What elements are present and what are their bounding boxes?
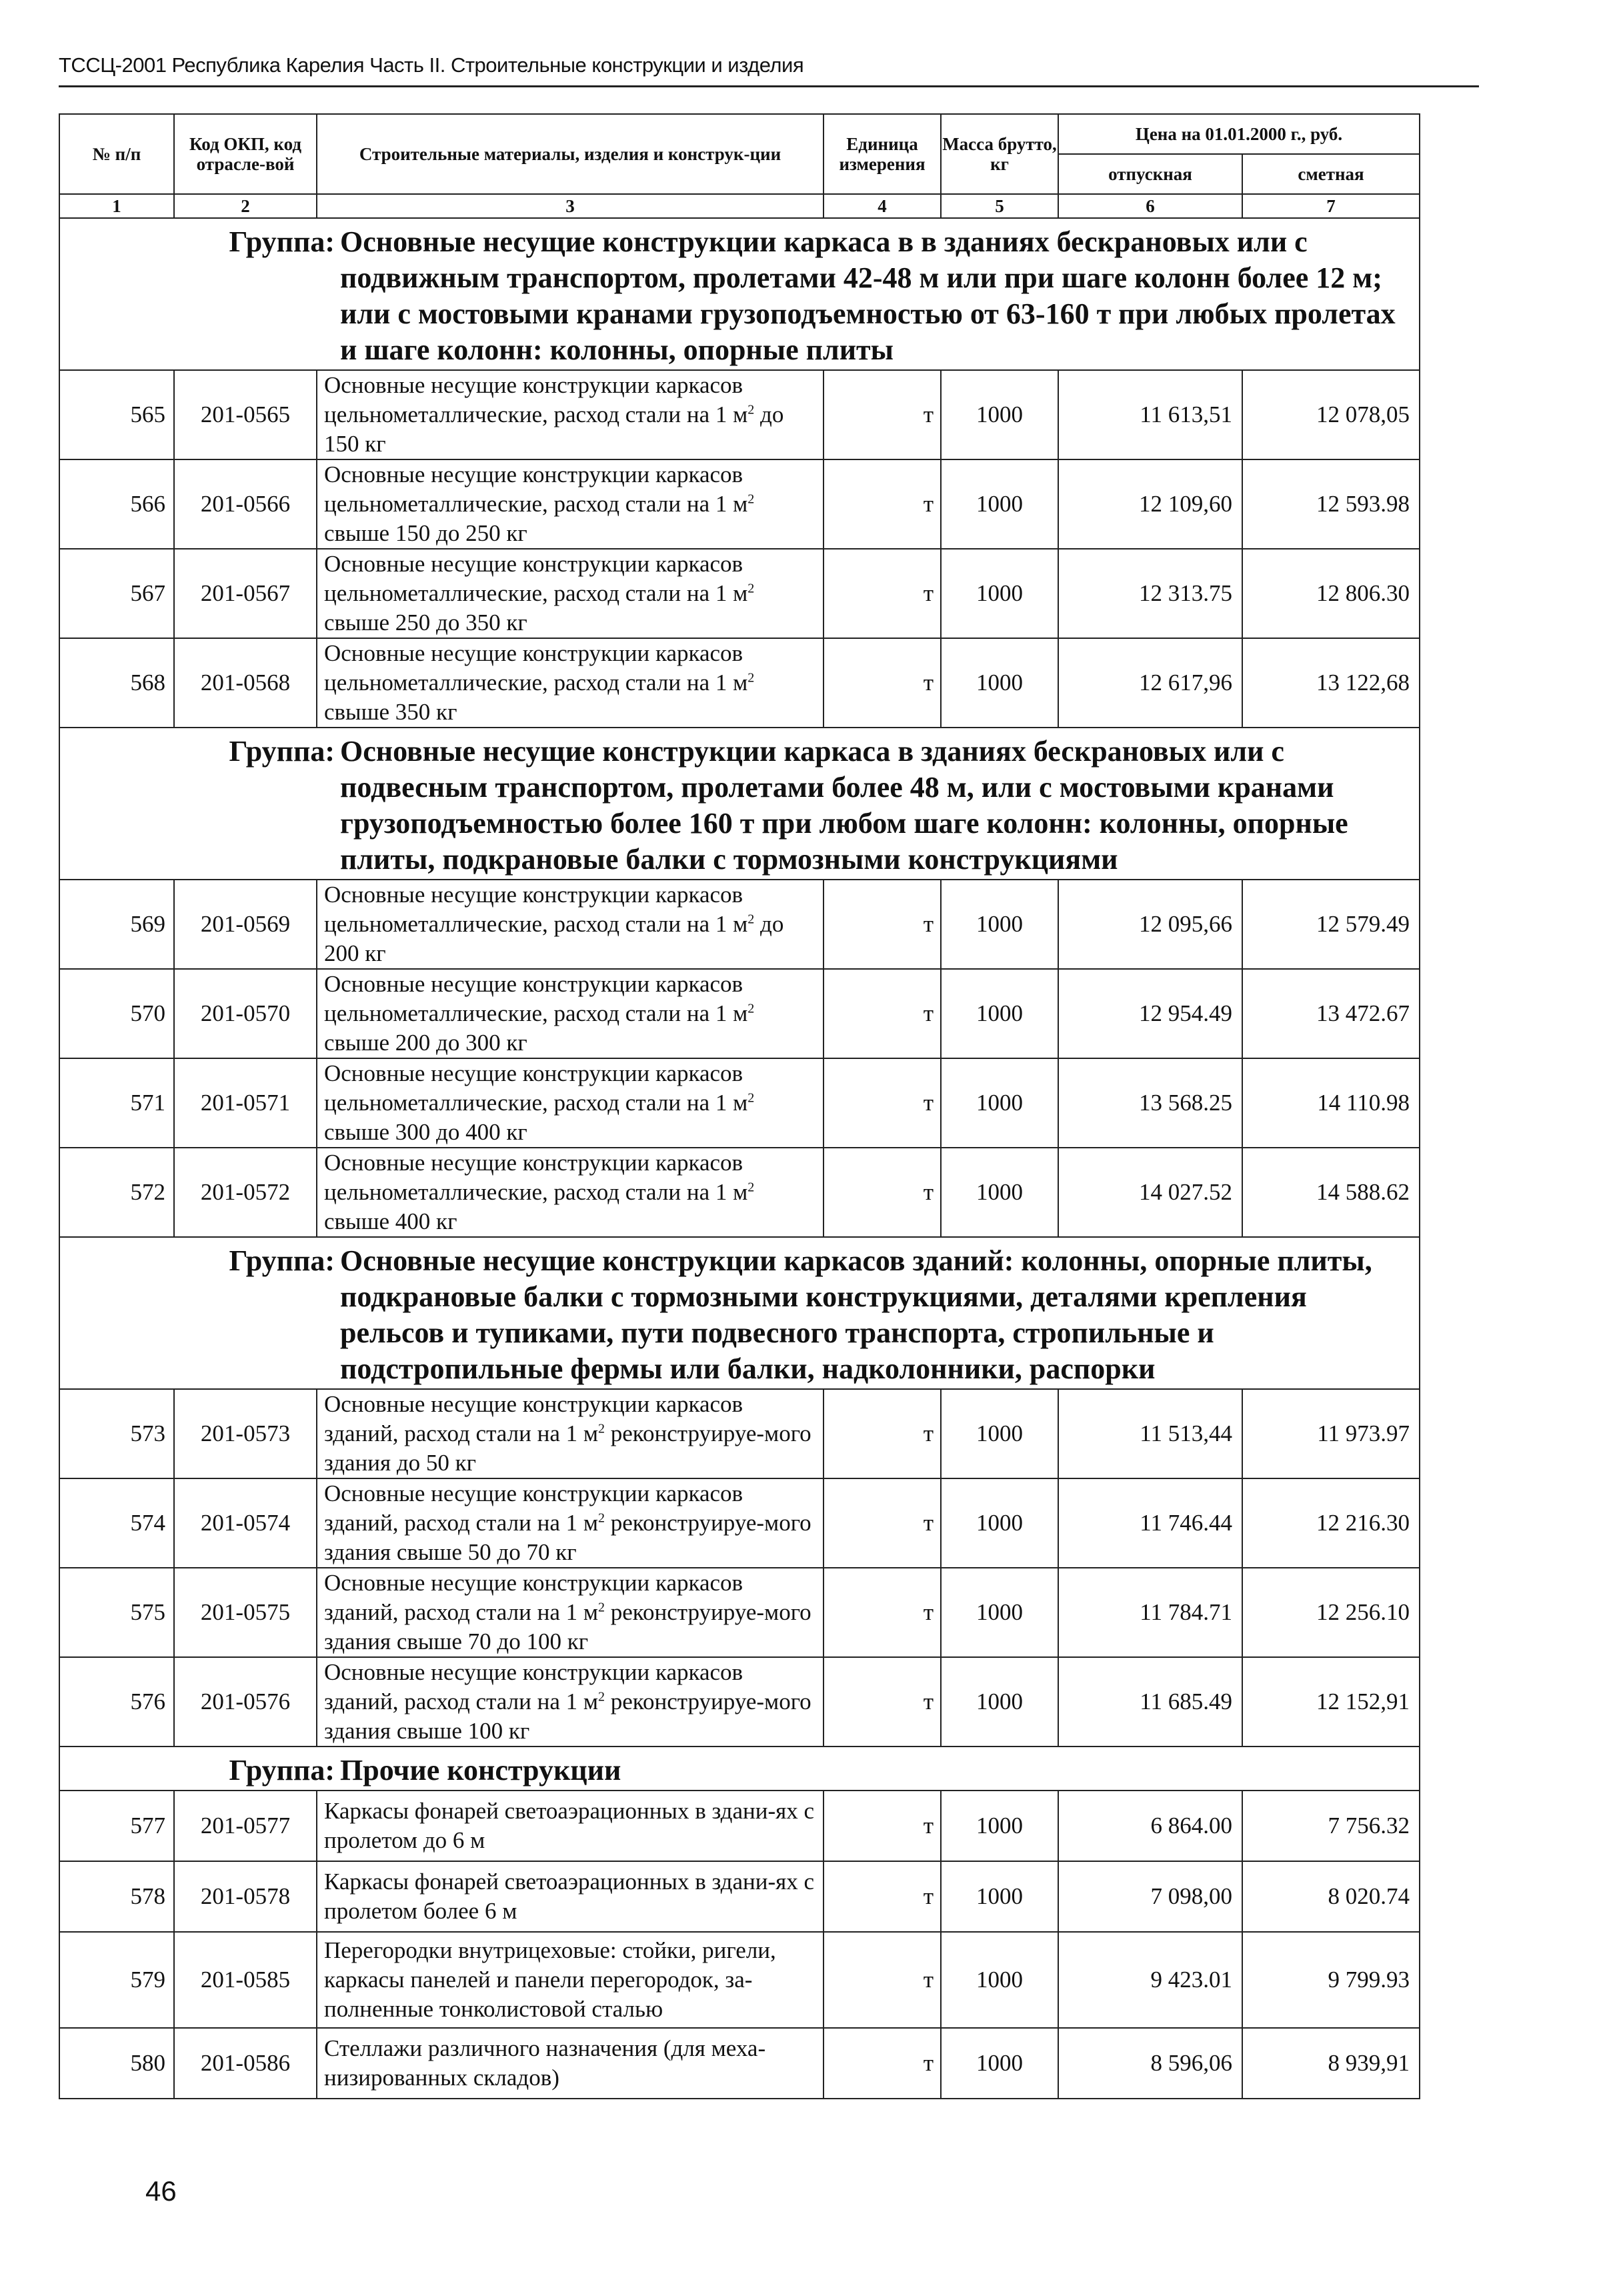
row-description-sup: 2 [598,1510,605,1526]
row-mass: 1000 [941,1568,1058,1657]
row-mass: 1000 [941,1058,1058,1148]
row-number: 570 [59,969,174,1058]
row-estimate-price: 14 588.62 [1242,1148,1420,1237]
row-description-tail: реконструируе-мого здания свыше 100 кг [324,1688,812,1744]
row-number: 577 [59,1791,174,1861]
row-description-tail: свыше 300 до 400 кг [324,1119,527,1145]
row-description-tail: свыше 250 до 350 кг [324,610,527,636]
col-index-4: 4 [824,194,941,218]
table-row [59,1478,1420,1568]
row-estimate-price: 13 122,68 [1242,638,1420,728]
table-row [59,1932,1420,2028]
row-description-tail: реконструируе-мого здания свыше 70 до 100 кг [324,1599,812,1654]
row-description [317,1568,824,1657]
row-description [317,549,824,638]
row-unit: т [824,1058,941,1148]
group-title: Прочие конструкции [340,1754,621,1787]
row-code: 201-0574 [174,1478,317,1568]
row-description-text: Основные несущие конструкции каркасов цельнометаллические, расход стали на 1 м [324,551,748,606]
row-code: 201-0565 [174,370,317,459]
row-unit: т [824,459,941,549]
running-header: ТССЦ-2001 Республика Карелия Часть II. Строительные конструкции и изделия [59,53,804,77]
row-mass: 1000 [941,638,1058,728]
col-header-mass: Масса брутто, кг [941,114,1058,194]
row-release-price: 13 568.25 [1058,1058,1242,1148]
row-estimate-price: 12 152,91 [1242,1657,1420,1747]
group-title: Основные несущие конструкции каркасов зданий: колонны, опорные плиты, подкрановые балки с тормозными конструкциями, деталями крепления рельсов и тупиками, пути подвесного транспорта, стропильные и подстропильные фермы или балки, надколонники, распорки [340,1244,1372,1385]
row-description [317,638,824,728]
group-row [59,218,1420,370]
row-unit: т [824,1568,941,1657]
row-release-price: 14 027.52 [1058,1148,1242,1237]
row-release-price: 8 596,06 [1058,2028,1242,2099]
group-row [59,1747,1420,1791]
row-estimate-price: 13 472.67 [1242,969,1420,1058]
row-unit: т [824,549,941,638]
row-description-text: Перегородки внутрицеховые: стойки, ригели, каркасы панелей и панели перегородок, за-полненные тонколистовой сталью [324,1937,776,2022]
row-description-text: Основные несущие конструкции каркасов цельнометаллические, расход стали на 1 м [324,1150,748,1205]
group-title: Основные несущие конструкции каркаса в в зданиях бескрановых или с подвижным транспортом, пролетами 42-48 м или при шаге колонн более 12 м; или с мостовыми кранами грузоподъемностью от 63-160 т при любых пролетах и шаге колонн: колонны, опорные плиты [340,225,1396,366]
row-description-tail: реконструируе-мого здания свыше 50 до 70 кг [324,1510,812,1565]
row-description-text: Основные несущие конструкции каркасов зданий, расход стали на 1 м [324,1570,743,1625]
row-code: 201-0575 [174,1568,317,1657]
col-header-desc: Строительные материалы, изделия и конструк-ции [317,114,824,194]
row-description [317,1148,824,1237]
row-mass: 1000 [941,549,1058,638]
col-header-price: Цена на 01.01.2000 г., руб. [1058,114,1420,154]
group-label: Группа: [229,225,335,258]
group-title: Основные несущие конструкции каркаса в зданиях бескрановых или с подвесным транспортом, пролетами более 48 м, или с мостовыми кранами грузоподъемностью более 160 т при любом шаге колонн: колонны, опорные плиты, подкрановые балки с тормозными конструкциями [340,735,1348,876]
row-description-sup: 2 [747,581,755,596]
row-estimate-price: 14 110.98 [1242,1058,1420,1148]
row-unit: т [824,1148,941,1237]
table-row [59,2028,1420,2099]
row-number: 566 [59,459,174,549]
row-description [317,1657,824,1747]
row-description-text: Основные несущие конструкции каркасов цельнометаллические, расход стали на 1 м [324,882,748,937]
row-number: 565 [59,370,174,459]
row-description-tail: свыше 350 кг [324,699,457,725]
table-row [59,370,1420,459]
row-description-sup: 2 [747,912,755,927]
row-number: 579 [59,1932,174,2028]
row-mass: 1000 [941,1657,1058,1747]
row-mass: 1000 [941,1148,1058,1237]
row-code: 201-0577 [174,1791,317,1861]
row-description [317,1861,824,1932]
row-release-price: 9 423.01 [1058,1932,1242,2028]
row-number: 567 [59,549,174,638]
row-estimate-price: 7 756.32 [1242,1791,1420,1861]
row-release-price: 7 098,00 [1058,1861,1242,1932]
row-description-tail: свыше 200 до 300 кг [324,1030,527,1056]
row-description [317,969,824,1058]
row-description-sup: 2 [598,1421,605,1436]
row-estimate-price: 12 593.98 [1242,459,1420,549]
row-number: 571 [59,1058,174,1148]
row-estimate-price: 12 579.49 [1242,880,1420,969]
row-unit: т [824,1389,941,1478]
row-code: 201-0567 [174,549,317,638]
row-code: 201-0569 [174,880,317,969]
row-unit: т [824,1791,941,1861]
row-release-price: 11 613,51 [1058,370,1242,459]
row-description-text: Основные несущие конструкции каркасов зданий, расход стали на 1 м [324,1391,743,1446]
row-unit: т [824,969,941,1058]
header-rule [59,85,1479,87]
table-row [59,1861,1420,1932]
col-header-code: Код ОКП, код отрасле-вой [174,114,317,194]
table-row [59,969,1420,1058]
row-mass: 1000 [941,880,1058,969]
row-mass: 1000 [941,2028,1058,2099]
row-description-tail: реконструируе-мого здания до 50 кг [324,1420,812,1476]
col-index-1: 1 [59,194,174,218]
row-description-text: Основные несущие конструкции каркасов цельнометаллические, расход стали на 1 м [324,640,748,696]
row-estimate-price: 8 020.74 [1242,1861,1420,1932]
table-row [59,1148,1420,1237]
row-description [317,1389,824,1478]
table-body [59,218,1420,2099]
row-description [317,1791,824,1861]
row-description [317,1058,824,1148]
row-number: 573 [59,1389,174,1478]
table-row [59,549,1420,638]
row-release-price: 12 109,60 [1058,459,1242,549]
row-description [317,880,824,969]
row-estimate-price: 9 799.93 [1242,1932,1420,2028]
row-mass: 1000 [941,1478,1058,1568]
row-description-sup: 2 [598,1600,605,1615]
row-mass: 1000 [941,370,1058,459]
row-release-price: 12 954.49 [1058,969,1242,1058]
row-mass: 1000 [941,459,1058,549]
row-code: 201-0570 [174,969,317,1058]
col-index-3: 3 [317,194,824,218]
table-row [59,638,1420,728]
col-index-7: 7 [1242,194,1420,218]
row-code: 201-0571 [174,1058,317,1148]
row-release-price: 11 685.49 [1058,1657,1242,1747]
row-unit: т [824,1861,941,1932]
row-description-tail: свыше 150 до 250 кг [324,520,527,546]
col-header-estimate: сметная [1242,154,1420,194]
row-description-sup: 2 [747,402,755,417]
row-description-tail: до 200 кг [324,911,784,966]
row-number: 575 [59,1568,174,1657]
row-unit: т [824,1657,941,1747]
row-release-price: 11 784.71 [1058,1568,1242,1657]
group-row [59,728,1420,880]
group-row [59,1237,1420,1389]
row-description-tail: до 150 кг [324,401,784,457]
row-estimate-price: 12 806.30 [1242,549,1420,638]
row-description-sup: 2 [747,670,755,686]
page-number: 46 [145,2175,177,2207]
row-number: 569 [59,880,174,969]
row-description-sup: 2 [598,1689,605,1704]
row-code: 201-0585 [174,1932,317,2028]
row-description-text: Основные несущие конструкции каркасов цельнометаллические, расход стали на 1 м [324,372,748,427]
table-row [59,1568,1420,1657]
row-code: 201-0568 [174,638,317,728]
row-release-price: 12 095,66 [1058,880,1242,969]
group-label: Группа: [229,1244,335,1277]
row-unit: т [824,1478,941,1568]
row-release-price: 6 864.00 [1058,1791,1242,1861]
row-code: 201-0578 [174,1861,317,1932]
row-description-text: Основные несущие конструкции каркасов цельнометаллические, расход стали на 1 м [324,1060,748,1116]
row-number: 578 [59,1861,174,1932]
row-mass: 1000 [941,969,1058,1058]
row-number: 580 [59,2028,174,2099]
row-estimate-price: 11 973.97 [1242,1389,1420,1478]
row-number: 576 [59,1657,174,1747]
row-estimate-price: 12 078,05 [1242,370,1420,459]
table-row [59,1058,1420,1148]
row-code: 201-0566 [174,459,317,549]
row-number: 568 [59,638,174,728]
row-description-tail: свыше 400 кг [324,1208,457,1234]
row-release-price: 12 313.75 [1058,549,1242,638]
row-unit: т [824,638,941,728]
col-index-6: 6 [1058,194,1242,218]
row-description-text: Основные несущие конструкции каркасов цельнометаллические, расход стали на 1 м [324,971,748,1026]
row-release-price: 11 746.44 [1058,1478,1242,1568]
row-mass: 1000 [941,1389,1058,1478]
row-unit: т [824,2028,941,2099]
col-header-release: отпускная [1058,154,1242,194]
row-unit: т [824,370,941,459]
row-estimate-price: 12 256.10 [1242,1568,1420,1657]
row-description-text: Стеллажи различного назначения (для меха-низированных складов) [324,2035,766,2091]
row-number: 572 [59,1148,174,1237]
row-description-sup: 2 [747,491,755,507]
row-description-text: Каркасы фонарей светоаэрационных в здани-ях с пролетом более 6 м [324,1869,814,1924]
row-code: 201-0572 [174,1148,317,1237]
row-unit: т [824,1932,941,2028]
col-index-5: 5 [941,194,1058,218]
col-header-unit: Единица измерения [824,114,941,194]
row-description-text: Основные несущие конструкции каркасов цельнометаллические, расход стали на 1 м [324,461,748,517]
row-description [317,459,824,549]
row-estimate-price: 8 939,91 [1242,2028,1420,2099]
row-description-text: Каркасы фонарей светоаэрационных в здани-ях с пролетом до 6 м [324,1798,814,1853]
row-description [317,370,824,459]
row-description-sup: 2 [747,1001,755,1016]
row-mass: 1000 [941,1791,1058,1861]
row-description-text: Основные несущие конструкции каркасов зданий, расход стали на 1 м [324,1480,743,1536]
row-mass: 1000 [941,1861,1058,1932]
row-description [317,1932,824,2028]
col-header-num: № п/п [59,114,174,194]
row-description [317,1478,824,1568]
row-unit: т [824,880,941,969]
group-label: Группа: [229,1754,335,1787]
table-row [59,1791,1420,1861]
row-code: 201-0576 [174,1657,317,1747]
row-description-text: Основные несущие конструкции каркасов зданий, расход стали на 1 м [324,1659,743,1714]
row-estimate-price: 12 216.30 [1242,1478,1420,1568]
group-label: Группа: [229,735,335,768]
price-table [59,113,1420,2099]
row-release-price: 12 617,96 [1058,638,1242,728]
row-code: 201-0573 [174,1389,317,1478]
table-row [59,1657,1420,1747]
row-description-sup: 2 [747,1180,755,1195]
table-row [59,459,1420,549]
row-mass: 1000 [941,1932,1058,2028]
row-code: 201-0586 [174,2028,317,2099]
row-description [317,2028,824,2099]
row-release-price: 11 513,44 [1058,1389,1242,1478]
row-description-sup: 2 [747,1090,755,1106]
row-number: 574 [59,1478,174,1568]
table-row [59,1389,1420,1478]
col-index-2: 2 [174,194,317,218]
table-row [59,880,1420,969]
